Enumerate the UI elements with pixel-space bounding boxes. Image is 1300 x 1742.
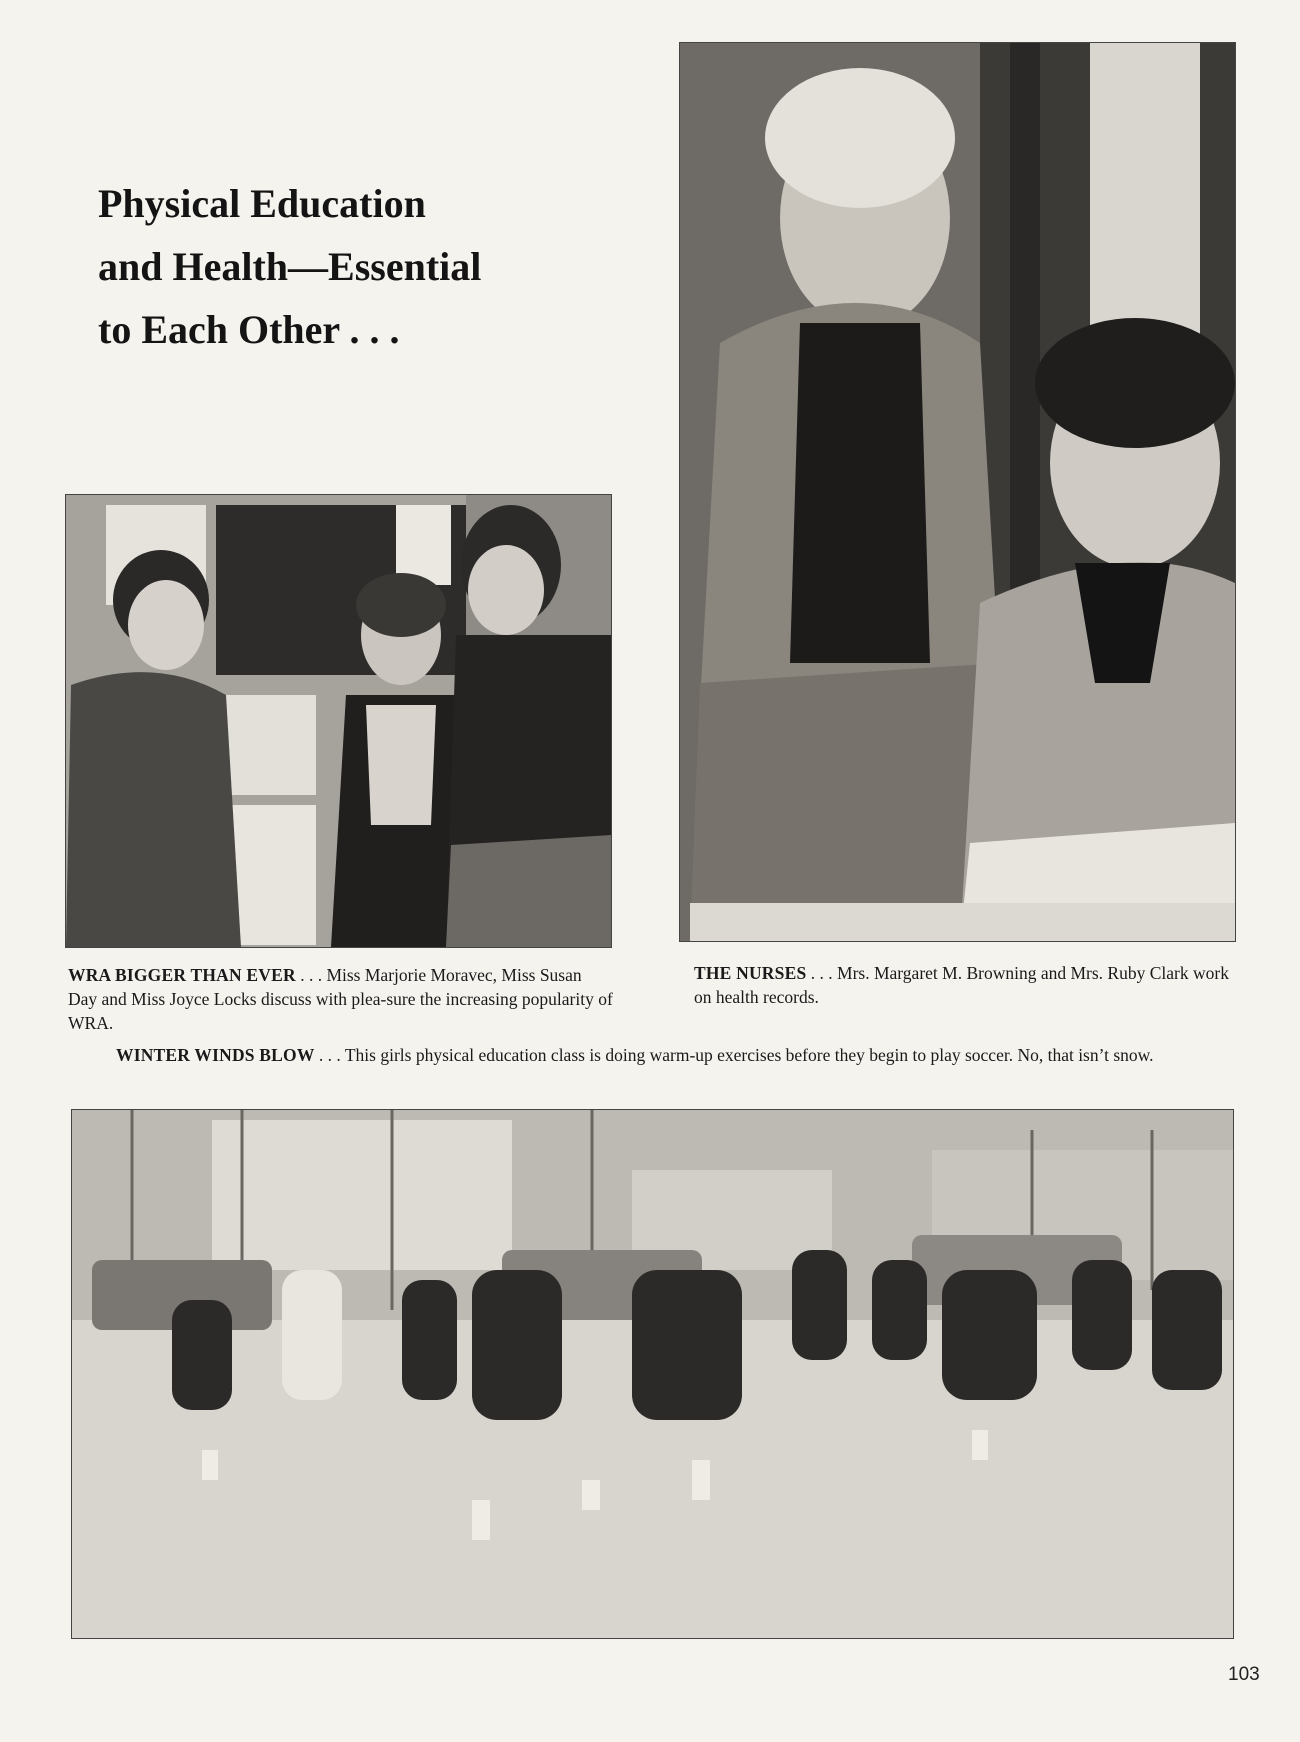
winter-caption-lead: WINTER WINDS BLOW (116, 1045, 315, 1065)
wra-caption-text: . . . Miss Marjorie Moravec, Miss Susan Day and Miss Joyce Locks discuss with plea-sure the increasing popularity of WRA. (68, 965, 613, 1033)
page-number: 103 (1228, 1664, 1260, 1685)
page-title (98, 172, 618, 361)
nurses-caption-lead: THE NURSES (694, 963, 807, 983)
exercise-class-photo (71, 1109, 1234, 1639)
title-line-1: Physical Education (98, 181, 426, 226)
title-line-3: to Each Other . . . (98, 307, 400, 352)
nurses-caption-text: . . . Mrs. Margaret M. Browning and Mrs. Ruby Clark work on health records. (694, 963, 1229, 1007)
nurses-caption (694, 961, 1234, 1009)
winter-caption (116, 1043, 1196, 1067)
nurses-photo (679, 42, 1236, 942)
winter-caption-text: . . . This girls physical education class is doing warm-up exercises before they begin to play soccer. No, that isn’t snow. (314, 1045, 1154, 1065)
wra-photo (65, 494, 612, 948)
title-line-2: and Health—Essential (98, 244, 482, 289)
wra-caption (68, 963, 613, 1035)
wra-caption-lead: WRA BIGGER THAN EVER (68, 965, 296, 985)
